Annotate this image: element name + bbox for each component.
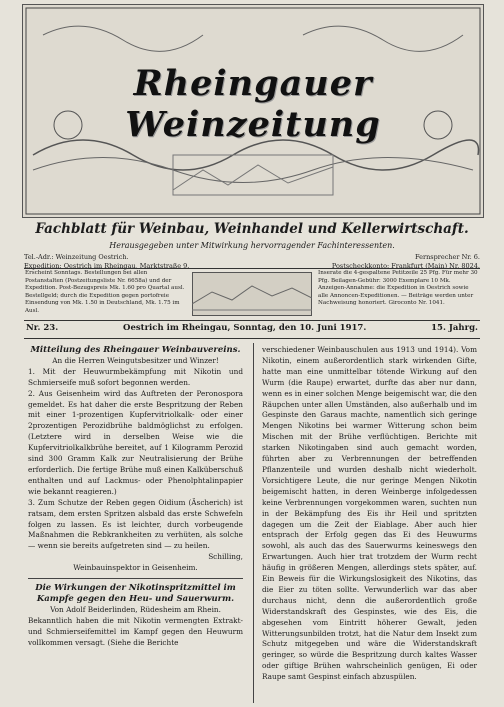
- expedition-address: Expedition: Oestrich im Rheingau, Marktstraße 9.: [24, 262, 190, 270]
- issue-line: [26, 323, 478, 333]
- article-author: Von Adolf Beiderlinden, Rüdesheim am Rhein.: [50, 604, 221, 614]
- issue-year: 15. Jahrg.: [431, 323, 478, 333]
- info-line-1: [24, 253, 480, 261]
- telegram-address: Tel.-Adr.: Weinzeitung Oestrich.: [24, 253, 129, 261]
- subtitle-secondary: Herausgegeben unter Mitwirkung hervorragender Fachinteressenten.: [109, 241, 395, 250]
- masthead-title: Rheingauer Weinzeitung: [125, 63, 381, 145]
- postcheck-account: Postscheckkonto: Frankfurt (Main) Nr. 8024.: [331, 262, 480, 270]
- rule-issue-bottom: [24, 338, 480, 339]
- item-3: 3. Zum Schutze der Reben gegen Oidium (Äscherich) ist ratsam, dem ersten Spritzen alsbald das erste Schwefeln folgen zu lassen. Es ist leichter, durch vorbeugende Maßnahmen die Rebkrankheiten zu verhüten, als solche — wenn sie bereits aufgetreten sind — zu heilen.: [28, 497, 243, 551]
- item-1: 1. Mit der Heuwurmbekämpfung mit Nikotin und Schmierseife muß sofort begonnen werden.: [28, 366, 243, 387]
- left-column: [28, 345, 243, 703]
- signature-name: Schilling,: [208, 552, 243, 562]
- article-heading-2: Die Wirkungen der Nikotinspritzmittel im Kampfe gegen den Heu- und Sauerwurm.: [35, 583, 236, 604]
- article-body-start: Bekanntlich haben die mit Nikotin vermengten Extrakt- und Schmierseifemittel im Kampf gegen den Heuwurm vollkommen versagt. (Siehe die Berichte: [28, 615, 243, 647]
- salutation: An die Herren Weingutsbesitzer und Winzer!: [52, 355, 219, 365]
- item-2: 2. Aus Geisenheim wird das Auftreten der Peronospora gemeldet. Es hat daher die erste Bespritzung der Reben mit einer 1-prozentigen Kupfervitriolkalk- oder einer 2prozentigen Perozidbrühe baldmöglichst zu erfolgen. (Letztere wird in derselben Weise wie die Kupfervitriolkalkbrühe bereitet, auf 1 Kilogramm Perozid sind 300 Gramm Kalk zur Neutralisierung der Brühe erforderlich. Die fertige Brühe muß einen Kalküberschuß enthalten und auf Lackmus- oder Phenolphtalinpapier wie bekannt reagieren.): [28, 388, 243, 496]
- article-heading-1: Mitteilung des Rheingauer Weinbauvereins.: [30, 345, 241, 355]
- article-body-continued: verschiedener Weinbauschulen aus 1913 und 1914). Vom Nikotin, einem außerordentlich stark wirkenden Gifte, hatte man eine unmittelbar tötende Wirkung auf den Wurm (die Raupe) erwartet, durfte das aber nur dann, wenn es in einer solchen Menge beigemischt war, die den Räupchen unter allen Umständen, also außerhalb und im Gespinste den Garaus machte, namentlich sich geringe Mengen Nikotins bei warmer Witterung schon beim Mischen mit der Brühe verflüchtigen. Berichte mit starken Nikotingaben sind auch gemacht worden, führten aber zu Verbrennungen der betreffenden Pflanzenteile und wurden deshalb nicht wiederholt. Vorsichtigere Leute, die nur geringe Mengen Nikotin beigemischt hatten, in deren Weinberge infolgedessen keine Verbrennungen vorgekommen waren, suchten nun in der Bekämpfung des Eis ihr Heil und spritzten dagegen um die Zeit der Eiablage. Aber auch hier entsprach der Erfolg gegen das Ei des Heuwurms sowohl, als auch das des Sauerwurms keineswegs den Erwartungen. Auch hier trat trotzdem der Wurm recht häufig in größeren Mengen, allerdings stets später, auf. Ein Beweis für die Wirkungslosigkeit des Nikotins, das die Eier zu töten sollte. Verwunderlich war das aber durchaus nicht, denn die außerordentlich große Widerstandskraft des Gespinstes, wie des Eis, die abgesehen vom Eintritt höherer Gewalt, jeden Witterungsunbilden trotzt, hat die Natur dem Insekt zum Schutz mitgegeben und wäre die Widerstandskraft geringer, so würde die Bespritzung durch kaltes Wasser oder giftige Brühen wahrscheinlich genügen, Ei oder Raupe samt Gespinst einfach abzuspülen.: [262, 345, 477, 682]
- right-column: [262, 345, 477, 703]
- signature-title: Weinbauinspektor in Geisenheim.: [73, 563, 198, 573]
- issue-number: Nr. 23.: [26, 323, 59, 333]
- subscription-info: Erscheint Sonntags. Bestellungen bei allen Postanstalten (Postzeitungsliste Nr. 6658a) und der Expedition. Post-Bezugspreis Mk. 1.60 pro Quartal ausl. Bestellgeld; durch die Expedition gegen portofreie Einsendung von Mk. 1.50 in Deutschland, Mk. 1.75 im Ausl.: [25, 270, 185, 314]
- article-separator: [28, 578, 243, 579]
- masthead: [22, 4, 484, 218]
- rule-top: [24, 268, 480, 269]
- subtitle: Fachblatt für Weinbau, Weinhandel und Kellerwirtschaft.: [35, 221, 469, 237]
- issue-place-date: Oestrich im Rheingau, Sonntag, den 10. Juni 1917.: [123, 323, 367, 333]
- column-divider: [253, 343, 254, 703]
- phone-number: Fernsprecher Nr. 6.: [414, 253, 480, 261]
- advertising-info: Inserate die 4-gespaltene Petitzeile 25 Pfg. Für mehr 30 Pfg. Beilagen-Gebühr: 3000 Exemplare 10 Mk. Anzeigen-Annahme: die Expedition in Oestrich sowie alle Annoncen-Expeditionen. — Beiträge werden unter Nachweisung honoriert. Giroconto Nr. 1041.: [318, 270, 478, 307]
- rule-issue-top: [24, 320, 480, 321]
- vineyard-vignette: [192, 272, 312, 316]
